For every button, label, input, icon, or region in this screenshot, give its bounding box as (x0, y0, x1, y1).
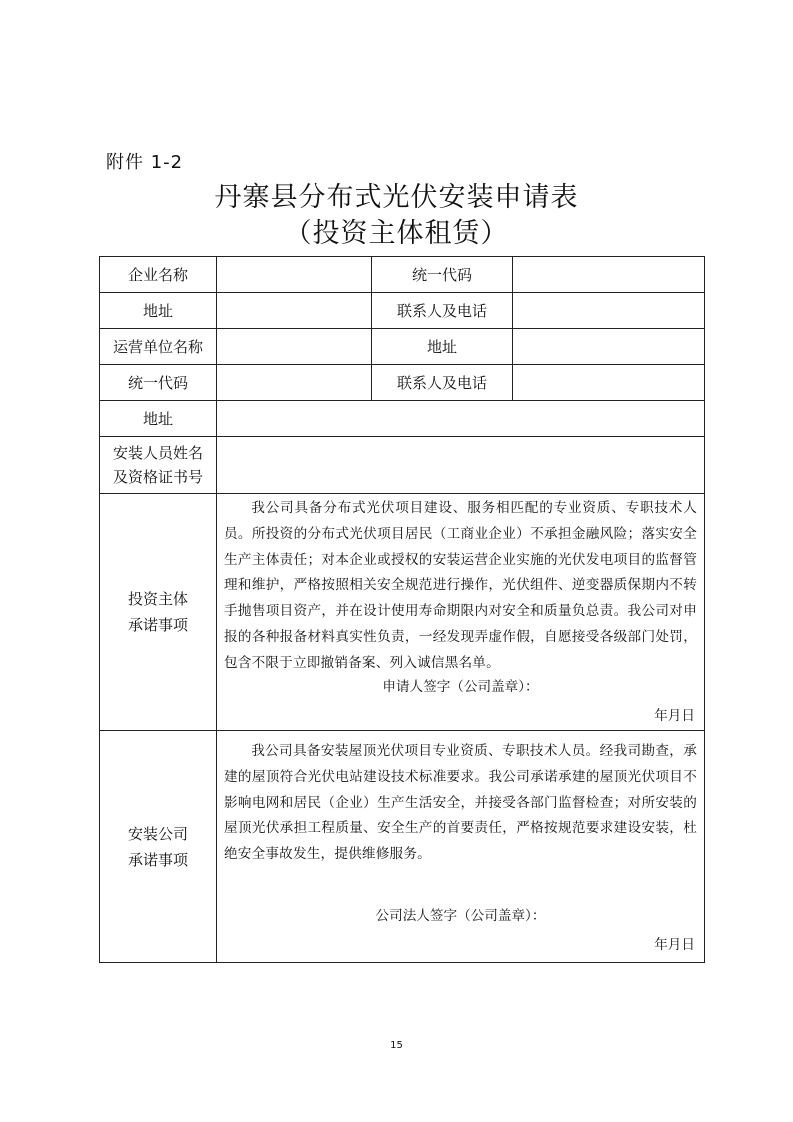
investor-date: 年月日 (654, 708, 695, 724)
installer-signature: 公司法人签字（公司盖章）： (375, 908, 546, 924)
contact-field[interactable] (513, 293, 705, 329)
investor-pledge-text: 我公司具备分布式光伏项目建设、服务相匹配的专业资质、专职技术人员。所投资的分布式光伏项目居民（工商业企业）不承担金融风险；落实安全生产主体责任；对本企业或授权的安装运营企业实施的光伏发电项目的监督管理和维护，严格按照相关安全规范进行操作，光伏组件、逆变器质保期内不转手抛售项目资产，并在设计使用寿命期限内对安全和质量负总责。我公司对申报的各种报备材料真实性负责，一经发现弄虚作假，自愿接受各级部门处罚，包含不限于立即撤销备案、列入诚信黑名单。 (224, 500, 697, 671)
operator-contact-label: 联系人及电话 (372, 365, 513, 401)
installer-field[interactable] (217, 437, 705, 494)
address2-label: 地址 (100, 401, 217, 437)
form-title: 丹寨县分布式光伏安装申请表 (214, 182, 579, 213)
address-field[interactable] (217, 293, 372, 329)
row-installer (100, 437, 705, 494)
installer-date: 年月日 (654, 937, 695, 953)
row-address (100, 293, 705, 329)
installer-pledge-cell (217, 731, 705, 963)
contact-label: 联系人及电话 (372, 293, 513, 329)
form-subtitle: （投资主体租赁） (284, 218, 509, 249)
row-installer-pledge (100, 731, 705, 963)
application-form-table (99, 256, 705, 963)
installer-pledge-label-line2: 承诺事项 (127, 850, 188, 869)
page-number: 15 (390, 1040, 403, 1051)
company-name-field[interactable] (217, 257, 372, 293)
company-name-label: 企业名称 (100, 257, 217, 293)
operator-contact-field[interactable] (513, 365, 705, 401)
row-investor-pledge (100, 494, 705, 731)
attachment-label: 附件 1-2 (106, 152, 184, 173)
operator-address-field[interactable] (513, 329, 705, 365)
operator-code-label: 统一代码 (100, 365, 217, 401)
investor-pledge-cell (217, 494, 705, 731)
investor-pledge-label-line2: 承诺事项 (127, 616, 188, 634)
address2-field[interactable] (217, 401, 705, 437)
investor-signature: 申请人签字（公司盖章）： (382, 679, 539, 695)
installer-pledge-text: 我公司具备安装屋顶光伏项目专业资质、专职技术人员。经我司勘查，承建的屋顶符合光伏电站建设技术标准要求。我公司承诺承建的屋顶光伏项目不影响电网和居民（企业）生产生活安全，并接受各部门监督检查；对所安装的屋顶光伏承担工程质量、安全生产的首要责任，严格按规范要求建设安装，杜绝安全事故发生，提供维修服务。 (224, 743, 697, 863)
installer-label-line2: 及资格证书号 (112, 468, 203, 486)
installer-label-line1: 安装人员姓名 (112, 444, 203, 462)
investor-pledge-label (100, 494, 217, 731)
unified-code-label: 统一代码 (372, 257, 513, 293)
operator-name-label: 运营单位名称 (100, 329, 217, 365)
installer-pledge-label-line1: 安装公司 (127, 824, 188, 843)
row-operator (100, 329, 705, 365)
operator-address-label: 地址 (372, 329, 513, 365)
operator-code-field[interactable] (217, 365, 372, 401)
installer-pledge-label (100, 731, 217, 963)
row-operator-code (100, 365, 705, 401)
row-company (100, 257, 705, 293)
investor-pledge-label-line1: 投资主体 (127, 590, 188, 608)
row-address2 (100, 401, 705, 437)
operator-name-field[interactable] (217, 329, 372, 365)
installer-label (100, 437, 217, 494)
unified-code-field[interactable] (513, 257, 705, 293)
address-label: 地址 (100, 293, 217, 329)
